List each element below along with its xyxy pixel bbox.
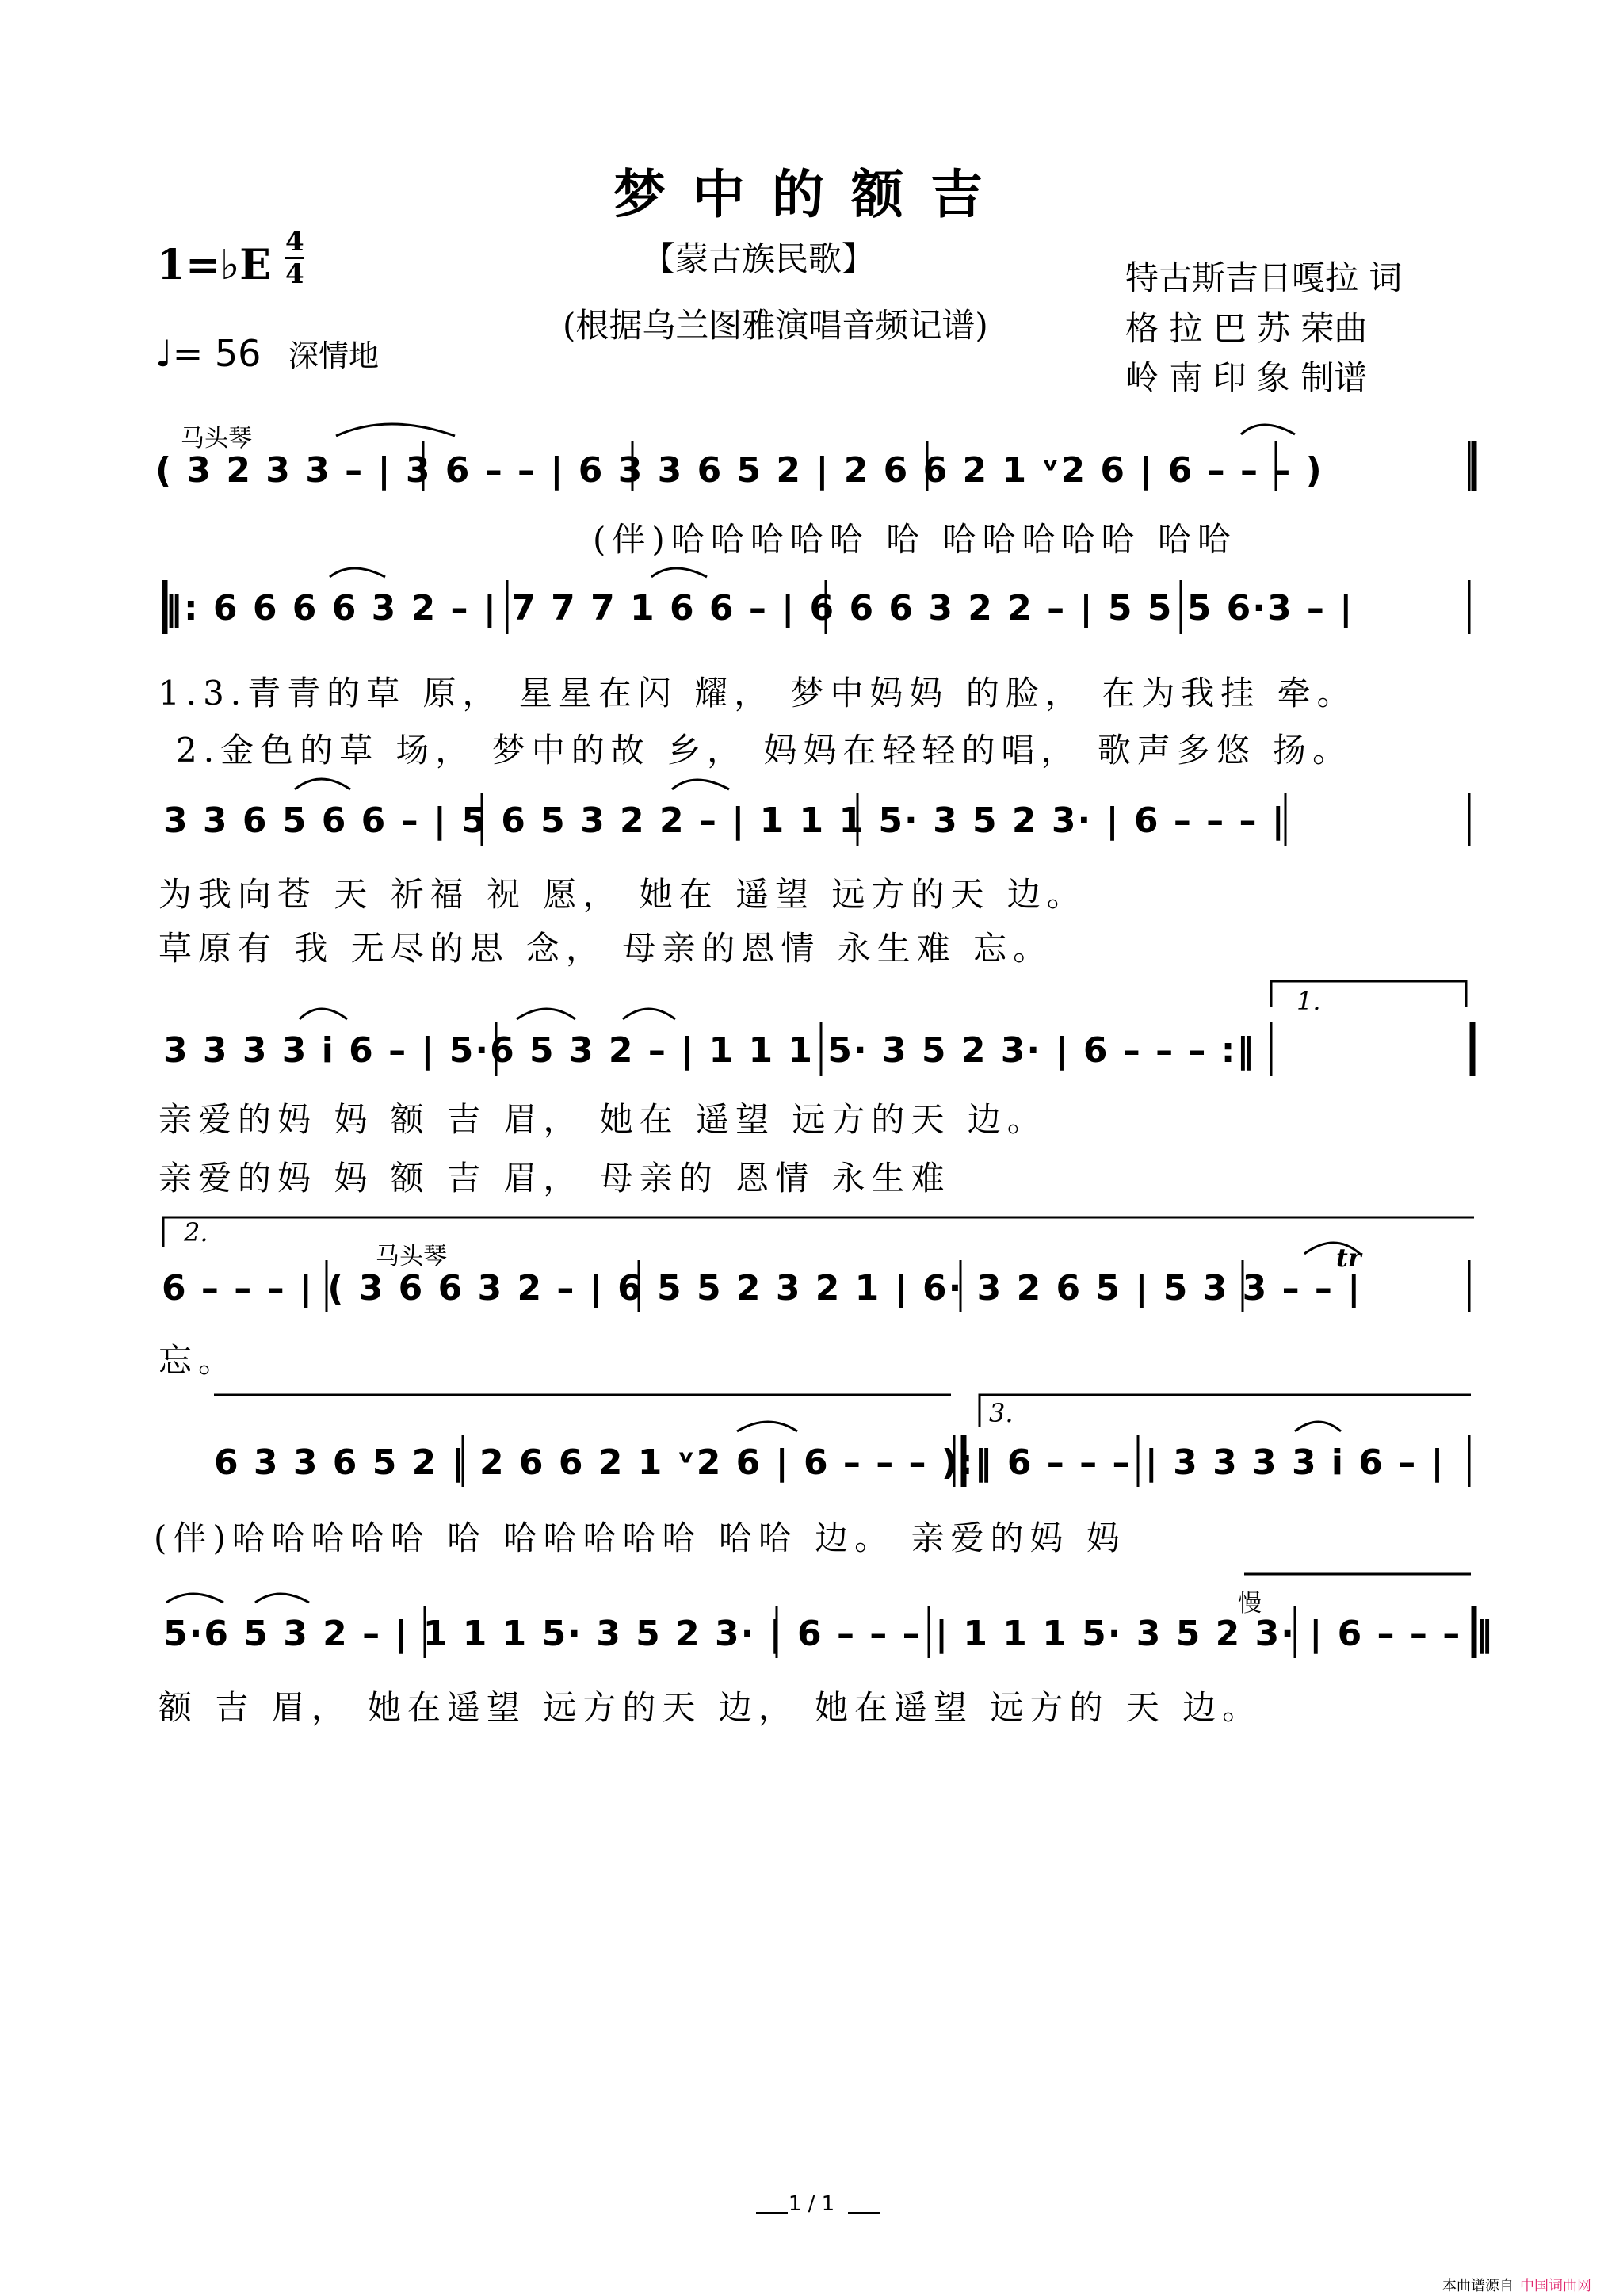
notation-row-7: 5·6 5 3 2 – | 1 1 1 5· 3 5 2 3· | 6 – – – | 1 1 1 5· 3 5 2 3· | 6 – – – ‖ xyxy=(163,1614,1495,1654)
slur xyxy=(517,1009,575,1019)
volta-2-label: 2. xyxy=(184,1217,208,1247)
tempo-mark: ♩= 56 xyxy=(155,332,262,375)
tempo-slow-mark: 慢 xyxy=(1238,1590,1262,1618)
slur xyxy=(737,1422,797,1431)
instrument-label: 马头琴 xyxy=(181,425,252,453)
lyrics-row-3-verse-2: 草原有 我 无尽的思 念， 母亲的恩情 永生难 忘。 xyxy=(158,929,1053,968)
slur xyxy=(1241,425,1295,434)
page-title: 梦中的额吉 xyxy=(613,163,1010,225)
page-number: 1 / 1 xyxy=(788,2192,835,2216)
lyrics-row-1-verse-1: (伴)哈哈哈哈哈 哈 哈哈哈哈哈 哈哈 xyxy=(593,520,1237,559)
lyricist-credit: 特古斯吉日嘎拉 词 xyxy=(1125,258,1403,297)
slur xyxy=(330,568,385,577)
genre-label: 【蒙古族民歌】 xyxy=(642,239,876,278)
lyrics-row-3-verse-1: 为我向苍 天 祈福 祝 愿， 她在 遥望 远方的天 边。 xyxy=(158,875,1086,914)
slur xyxy=(1304,1243,1360,1254)
source-brand[interactable]: 中国词曲网 xyxy=(1520,2278,1591,2294)
lyrics-row-7-verse-1: 额 吉 眉， 她在遥望 远方的天 边， 她在遥望 远方的 天 边。 xyxy=(158,1688,1262,1727)
expression-mark: 深情地 xyxy=(288,338,380,373)
slur xyxy=(300,1009,347,1019)
lyrics-row-4-verse-1: 亲爱的妈 妈 额 吉 眉， 她在 遥望 远方的天 边。 xyxy=(158,1100,1047,1139)
source-label: 本曲谱源自 xyxy=(1442,2278,1514,2294)
slur xyxy=(1295,1422,1341,1431)
lyrics-row-2-verse-2: 2.金色的草 场， 梦中的故 乡， 妈妈在轻轻的唱， 歌声多悠 扬。 xyxy=(176,731,1353,770)
volta-1-label: 1. xyxy=(1296,986,1321,1016)
trill-mark: tr xyxy=(1336,1243,1361,1273)
slur xyxy=(623,1009,675,1019)
notation-row-6: 6 3 3 6 5 2 | 2 6 6 2 1 ᵛ2 6 | 6 – – – ):‖ 6 – – – | 3 3 3 3 i 6 – | xyxy=(214,1442,1445,1483)
notation-row-4: 3 3 3 3 i 6 – | 5·6 5 3 2 – | 1 1 1 5· 3 5 2 3· | 6 – – – :‖ xyxy=(163,1030,1256,1071)
lyrics-row-6-verse-1: (伴)哈哈哈哈哈 哈 哈哈哈哈哈 哈哈 边。 亲爱的妈 妈 xyxy=(154,1519,1126,1557)
source-note: (根据乌兰图雅演唱音频记谱) xyxy=(563,306,988,345)
slur xyxy=(651,568,707,577)
engraver-credit: 岭 南 印 象 制谱 xyxy=(1125,358,1368,397)
slur xyxy=(336,424,455,436)
lyrics-row-2-verse-1: 1.3.青青的草 原， 星星在闪 耀， 梦中妈妈 的脸， 在为我挂 牵。 xyxy=(158,674,1357,712)
meter-top: 4 xyxy=(285,226,304,258)
lyrics-row-5-verse-1: 忘。 xyxy=(158,1341,239,1380)
volta-2-bracket xyxy=(163,1217,1474,1247)
notation-row-2: ‖: 6 6 6 6 3 2 – | 7 7 7 1 6 6 – | 6 6 6 3 2 2 – | 5 5 5 6·3 – | xyxy=(165,588,1354,628)
notation-row-5: 6 – – – | ( 3 6 6 3 2 – | 6 5 5 2 3 2 1 | 6· 3 2 6 5 | 5 3 3 – – | xyxy=(162,1268,1362,1308)
slur xyxy=(672,780,729,789)
slur xyxy=(255,1594,309,1603)
slur xyxy=(295,779,350,789)
volta-3-label: 3. xyxy=(989,1398,1014,1428)
notation-row-1: ( 3 2 3 3 – | 3 6 – – | 6 3 3 6 5 2 | 2 6 6 2 1 ᵛ2 6 | 6 – – – ) xyxy=(155,450,1323,491)
meter-bottom: 4 xyxy=(285,258,304,290)
lyrics-row-4-verse-2: 亲爱的妈 妈 额 吉 眉， 母亲的 恩情 永生难 xyxy=(158,1159,951,1198)
volta-1-bracket xyxy=(1271,981,1466,1007)
key-signature: 1=♭E xyxy=(157,241,271,289)
source-credit xyxy=(1442,2275,1591,2295)
volta-3-bracket xyxy=(980,1395,1471,1427)
instrument-label: 马头琴 xyxy=(376,1243,447,1270)
slur xyxy=(166,1594,223,1603)
composer-credit: 格 拉 巴 苏 荣曲 xyxy=(1125,309,1368,348)
notation-row-3: 3 3 6 5 6 6 – | 5 6 5 3 2 2 – | 1 1 1 5· 3 5 2 3· | 6 – – – | xyxy=(163,800,1286,841)
